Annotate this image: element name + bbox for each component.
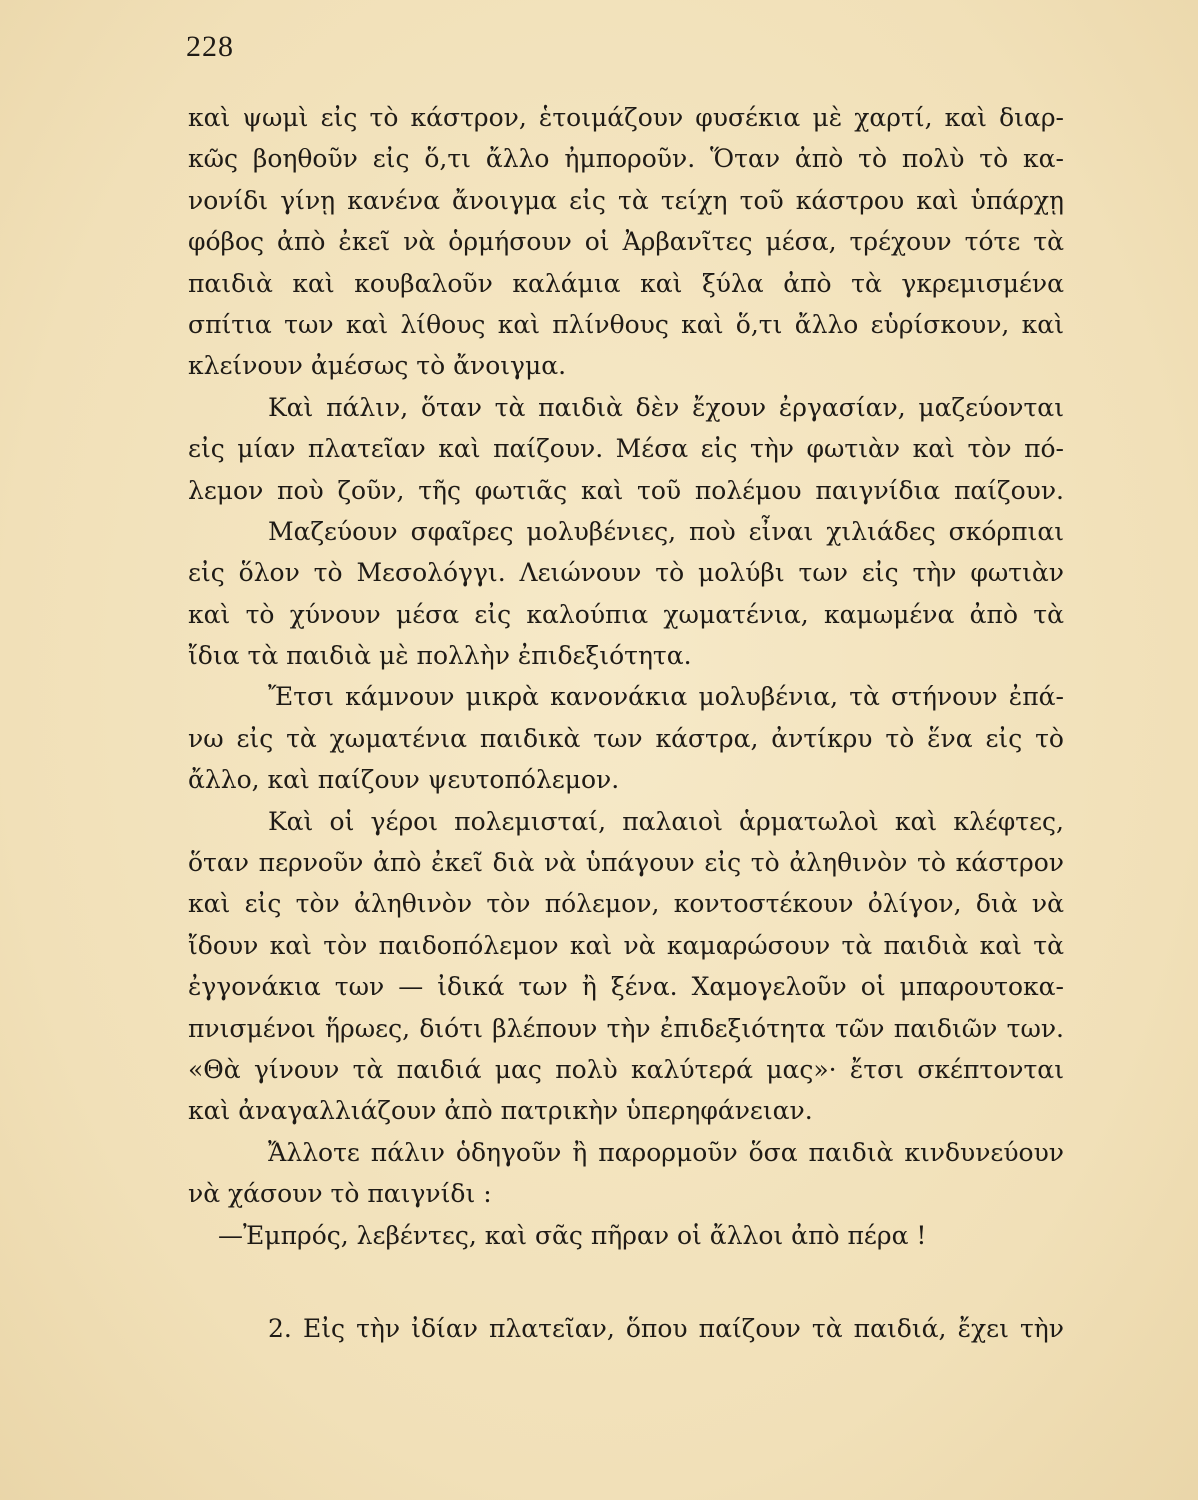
text-line: κῶς βοηθοῦν εἰς ὅ,τι ἄλλο ἠμποροῦν. Ὅταν ἀπὸ τὸ πολὺ τὸ κα- (188, 144, 1064, 174)
text-line: καὶ τὸ χύνουν μέσα εἰς καλούπια χωματένια, καμωμένα ἀπὸ τὰ (188, 599, 1064, 629)
text-line: εἰς ὅλον τὸ Μεσολόγγι. Λειώνουν τὸ μολύβι των εἰς τὴν φωτιὰν (188, 558, 1064, 588)
text-line: κλείνουν ἀμέσως τὸ ἄνοιγμα. (188, 351, 567, 381)
text-line: «Θὰ γίνουν τὰ παιδιά μας πολὺ καλύτερά μας»· ἔτσι σκέπτονται (188, 1054, 1064, 1084)
text-line: ὅταν περνοῦν ἀπὸ ἐκεῖ διὰ νὰ ὑπάγουν εἰς τὸ ἀληθινὸν τὸ κάστρον (188, 848, 1064, 878)
text-line: Μαζεύουν σφαῖρες μολυβένιες, ποὺ εἶναι χιλιάδες σκόρπιαι (268, 516, 1064, 546)
text-line: ἄλλο, καὶ παίζουν ψευτοπόλεμον. (188, 765, 620, 795)
text-line: λεμον ποὺ ζοῦν, τῆς φωτιᾶς καὶ τοῦ πολέμου παιγνίδια παίζουν. (188, 475, 1064, 505)
text-line: Καὶ οἱ γέροι πολεμισταί, παλαιοὶ ἁρματωλοὶ καὶ κλέφτες, (268, 806, 1064, 836)
text-line: Ἔτσι κάμνουν μικρὰ κανονάκια μολυβένια, τὰ στήνουν ἐπά- (268, 682, 1064, 712)
text-line: νὰ χάσουν τὸ παιγνίδι : (188, 1179, 492, 1209)
text-line: ἐγγονάκια των — ἰδικά των ἢ ξένα. Χαμογελοῦν οἱ μπαρουτοκα- (188, 972, 1064, 1002)
text-line: εἰς μίαν πλατεῖαν καὶ παίζουν. Μέσα εἰς τὴν φωτιὰν καὶ τὸν πό- (188, 434, 1064, 464)
text-line: ἴδια τὰ παιδιὰ μὲ πολλὴν ἐπιδεξιότητα. (188, 641, 692, 671)
text-line: Ἄλλοτε πάλιν ὁδηγοῦν ἢ παρορμοῦν ὅσα παιδιὰ κινδυνεύουν (268, 1137, 1064, 1167)
dialogue-line: —Ἐμπρός, λεβέντες, καὶ σᾶς πῆραν οἱ ἄλλοι ἀπὸ πέρα ! (218, 1220, 927, 1250)
text-line: ἴδουν καὶ τὸν παιδοπόλεμον καὶ νὰ καμαρώσουν τὰ παιδιὰ καὶ τὰ (188, 930, 1064, 960)
text-line: καὶ εἰς τὸν ἀληθινὸν τὸν πόλεμον, κοντοστέκουν ὀλίγον, διὰ νὰ (188, 889, 1064, 919)
text-line: νονίδι γίνῃ κανένα ἄνοιγμα εἰς τὰ τείχη τοῦ κάστρου καὶ ὑπάρχῃ (188, 185, 1064, 215)
text-line: καὶ ἀναγαλλιάζουν ἀπὸ πατρικὴν ὑπερηφάνειαν. (188, 1096, 813, 1126)
text-line: φόβος ἀπὸ ἐκεῖ νὰ ὁρμήσουν οἱ Ἀρβανῖτες μέσα, τρέχουν τότε τὰ (188, 227, 1064, 257)
section-text-line: 2. Εἰς τὴν ἰδίαν πλατεῖαν, ὅπου παίζουν τὰ παιδιά, ἔχει τὴν (268, 1313, 1064, 1343)
text-line: σπίτια των καὶ λίθους καὶ πλίνθους καὶ ὅ,τι ἄλλο εὑρίσκουν, καὶ (188, 309, 1064, 339)
text-line: παιδιὰ καὶ κουβαλοῦν καλάμια καὶ ξύλα ἀπὸ τὰ γκρεμισμένα (188, 268, 1064, 298)
page-number: 228 (186, 30, 234, 63)
text-line: Καὶ πάλιν, ὅταν τὰ παιδιὰ δὲν ἔχουν ἐργασίαν, μαζεύονται (268, 392, 1064, 422)
text-line: νω εἰς τὰ χωματένια παιδικὰ των κάστρα, ἀντίκρυ τὸ ἕνα εἰς τὸ (188, 723, 1064, 753)
book-text (188, 97, 1064, 1349)
text-line: πνισμένοι ἥρωες, διότι βλέπουν τὴν ἐπιδεξιότητα τῶν παιδιῶν των. (188, 1013, 1064, 1043)
text-line: καὶ ψωμὶ εἰς τὸ κάστρον, ἑτοιμάζουν φυσέκια μὲ χαρτί, καὶ διαρ- (188, 103, 1064, 132)
